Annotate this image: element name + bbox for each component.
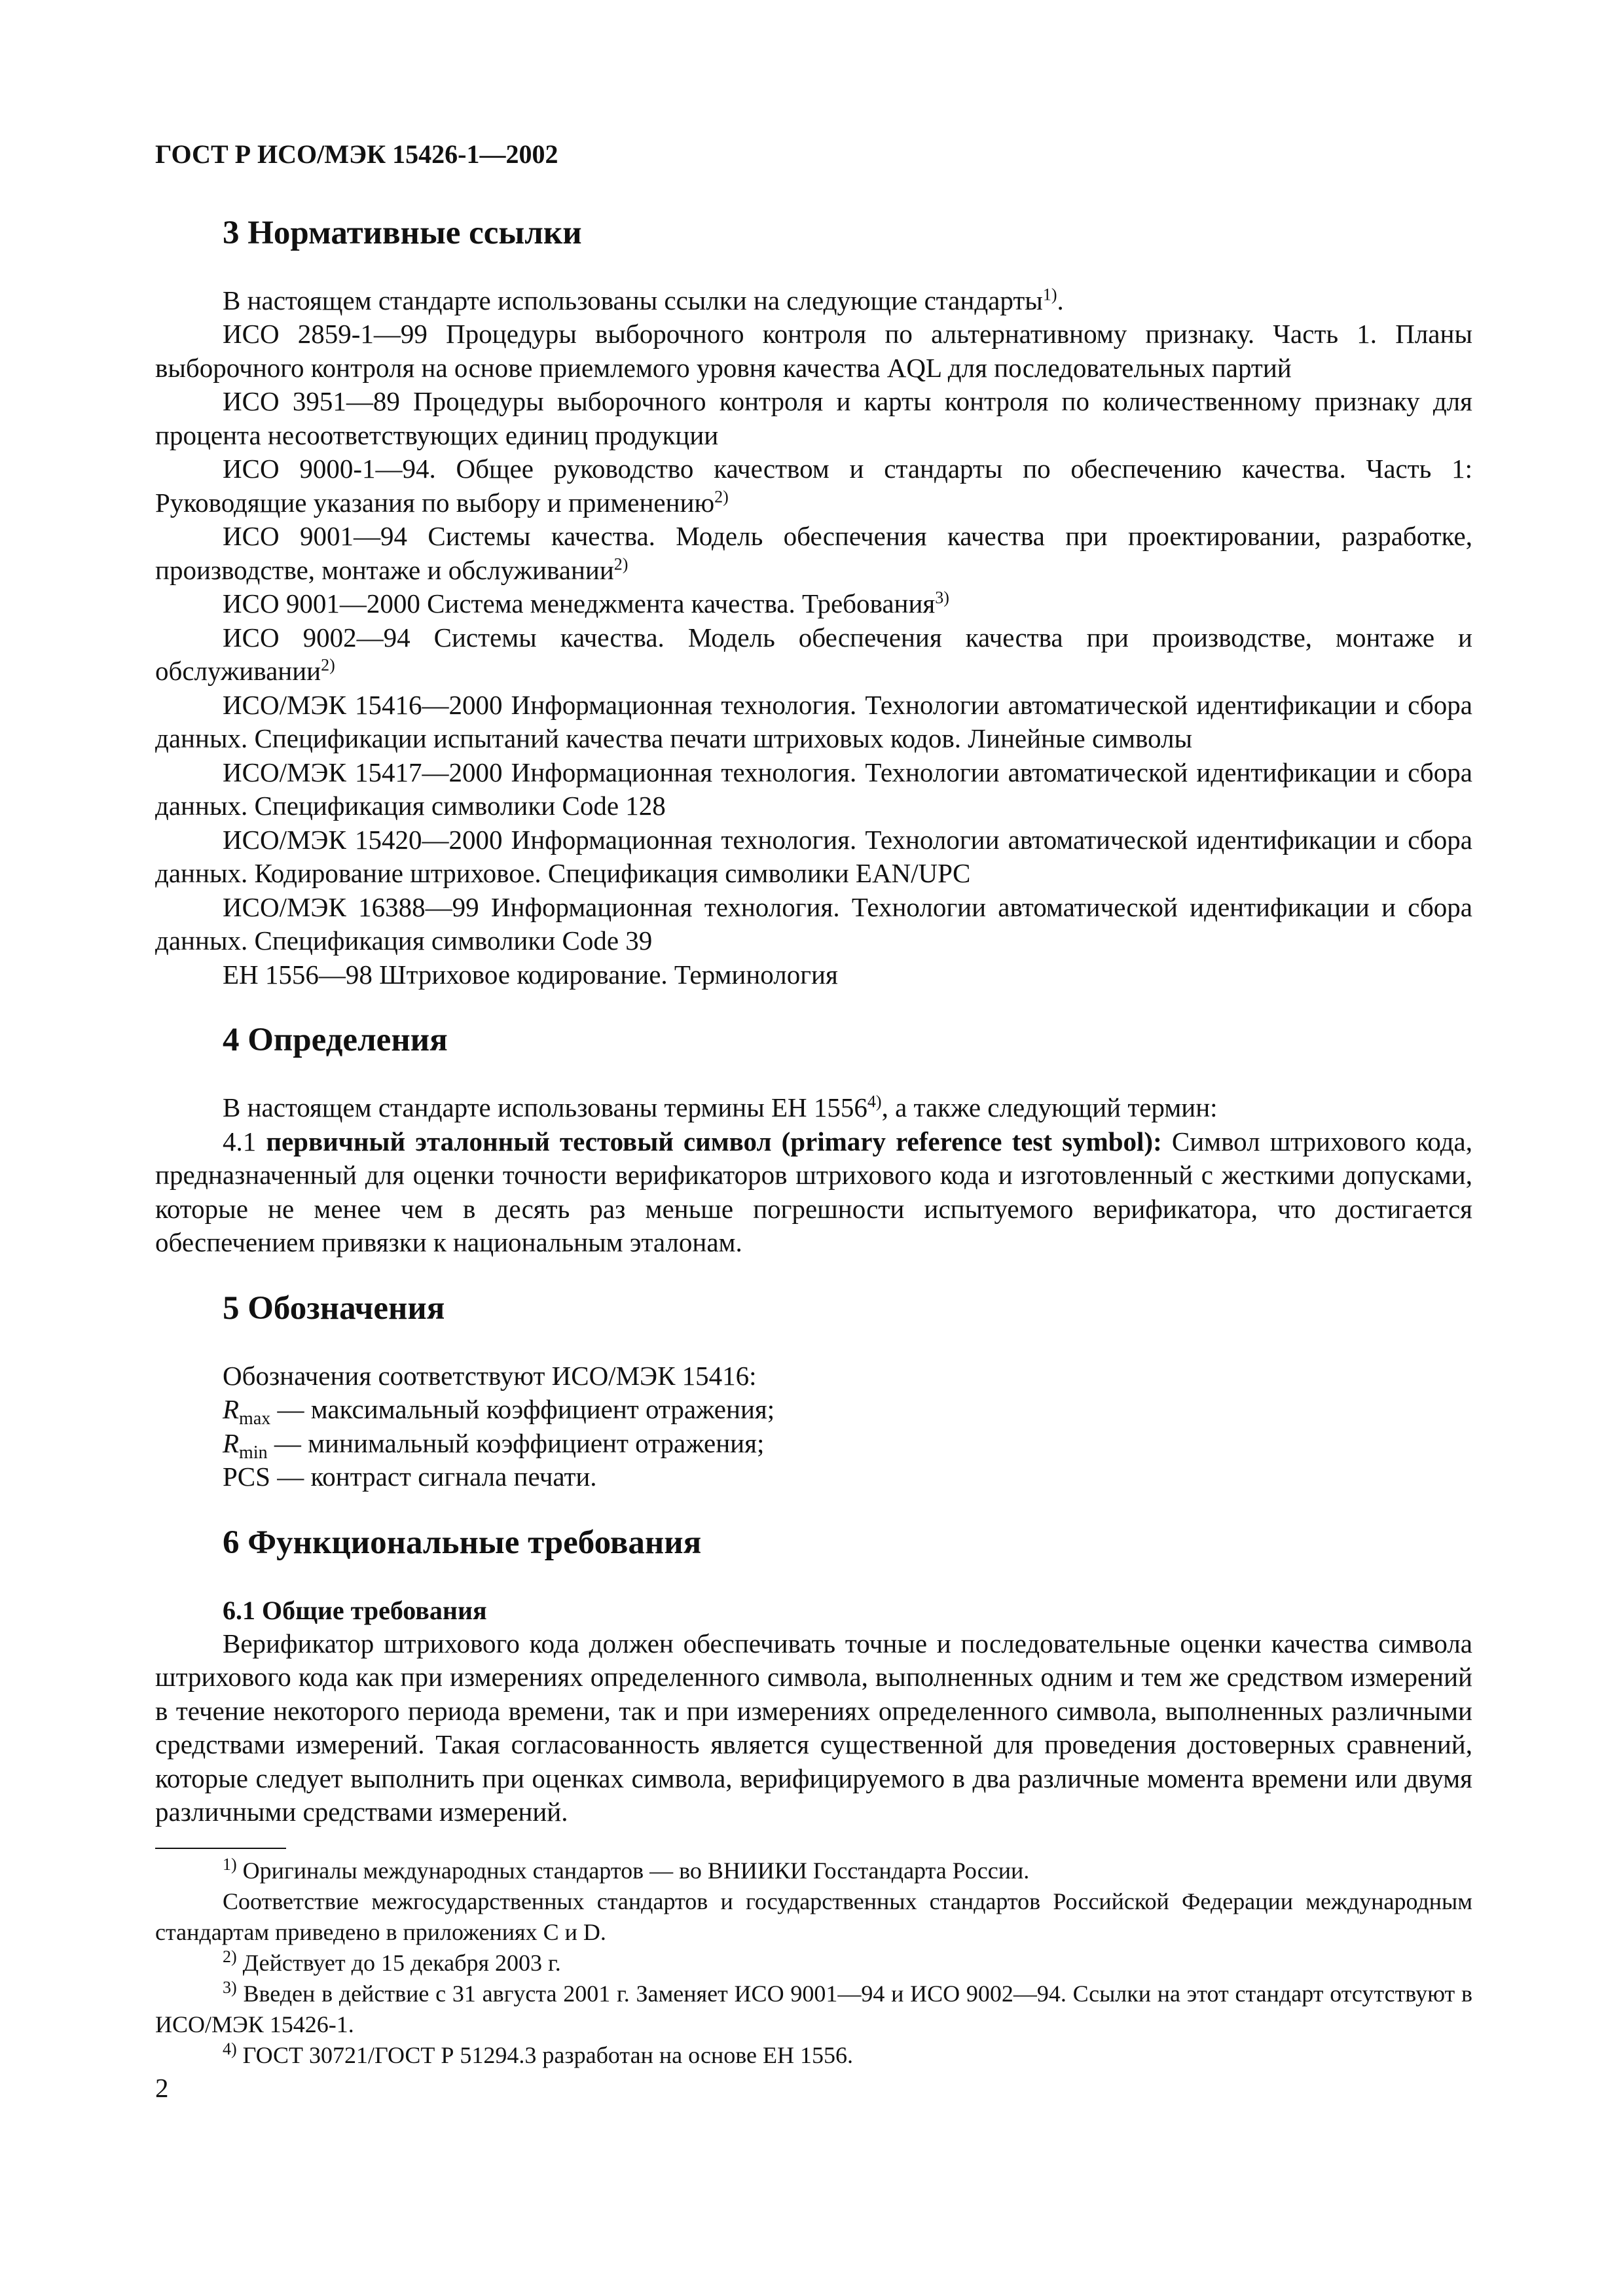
section-3-title: 3 Нормативные ссылки [223, 214, 582, 251]
footnote-ref: 2) [714, 486, 729, 506]
footnote-text: Действует до 15 декабря 2003 г. [242, 1949, 561, 1976]
section-5-body [155, 1359, 1472, 1494]
footnote-mark: 3) [223, 1977, 237, 1997]
definition-number: 4.1 [223, 1126, 257, 1157]
reference-text: ИСО/МЭК 16388—99 Информационная технология. Технологии автоматической идентификации и сбора данных. Спецификация символики Code 39 [155, 891, 1472, 956]
symbol-subscript: max [239, 1408, 271, 1429]
symbol-text: — контраст сигнала печати. [270, 1462, 597, 1492]
reference-item [155, 520, 1472, 587]
symbol: R [223, 1427, 240, 1458]
section-3-body [155, 284, 1472, 992]
section-5-intro: Обозначения соответствуют ИСО/МЭК 15416: [223, 1360, 757, 1391]
footnote-item [155, 1856, 1472, 1886]
reference-item [155, 756, 1472, 823]
footnote-ref: 1) [1042, 284, 1057, 304]
subsection-6-1-text: Верификатор штрихового кода должен обеспечивать точные и последовательные оценки качества символа штрихового кода как при измерениях определенного символа, выполненных одним и тем же средством измерений в течение некоторого периода времени, так и при измерениях определенного символа, выполненных различными средствами измерений. Такая согласованность является существенной для проведения достоверных сравнений, которые следует выполнить при оценках символа, верифицируемого в два различные момента времени или двумя различными средствами измерений. [155, 1628, 1472, 1827]
reference-item [155, 385, 1472, 452]
footnotes [155, 1848, 1472, 2071]
footnote-text: Оригиналы международных стандартов — во ВНИИКИ Госстандарта России. [242, 1857, 1030, 1884]
reference-text: ИСО/МЭК 15420—2000 Информационная технология. Технологии автоматической идентификации и сбора данных. Кодирование штриховое. Спецификация символики EAN/UPC [155, 824, 1472, 888]
intro-text: В настоящем стандарте использованы ссылки на следующие стандарты [223, 285, 1043, 315]
intro-text: В настоящем стандарте использованы термины ЕН 1556 [223, 1092, 867, 1122]
section-4-body [155, 1091, 1472, 1260]
reference-text: ИСО 9000-1—94. Общее руководство качеством и стандарты по обеспечению качества. Часть 1: Руководящие указания по выбору и применению [155, 454, 1472, 518]
footnote-divider [155, 1848, 286, 1849]
section-5-title: 5 Обозначения [223, 1289, 445, 1327]
footnote-ref: 2) [613, 554, 629, 573]
reference-item [155, 452, 1472, 520]
definition-term: первичный эталонный тестовый символ (primary reference test symbol): [266, 1126, 1162, 1157]
symbol-text: — минимальный коэффициент отражения; [267, 1427, 765, 1458]
footnote-ref: 2) [321, 655, 335, 675]
reference-item [155, 317, 1472, 385]
definition-4-1 [155, 1125, 1472, 1260]
footnote-item [155, 1886, 1472, 1948]
footnote-text: ГОСТ 30721/ГОСТ Р 51294.3 разработан на основе ЕН 1556. [242, 2041, 853, 2068]
page-number: 2 [155, 2073, 169, 2103]
symbol-text: — максимальный коэффициент отражения; [270, 1394, 775, 1424]
footnote-item [155, 2040, 1472, 2071]
symbol-subscript: min [239, 1442, 268, 1463]
reference-text: ИСО 9001—94 Системы качества. Модель обеспечения качества при проектировании, разработке, производстве, монтаже и обслуживании [155, 521, 1472, 585]
reference-text: ИСО 9002—94 Системы качества. Модель обеспечения качества при производстве, монтаже и обслуживании [155, 622, 1472, 686]
section-6-title: 6 Функциональные требования [223, 1524, 702, 1561]
reference-text: ИСО/МЭК 15416—2000 Информационная технология. Технологии автоматической идентификации и сбора данных. Спецификации испытаний качества печати штриховых кодов. Линейные символы [155, 689, 1472, 753]
symbol-item [155, 1460, 1472, 1494]
section-4-title: 4 Определения [223, 1022, 448, 1058]
footnote-text: Соответствие межгосударственных стандартов и государственных стандартов Российской Федерации международным стандартам приведено в приложениях C и D. [155, 1888, 1472, 1945]
footnote-list [155, 1856, 1472, 2071]
symbol: PCS [223, 1462, 270, 1492]
reference-item [155, 958, 1472, 992]
document-header: ГОСТ Р ИСО/МЭК 15426-1—2002 [155, 139, 558, 169]
symbol-item [155, 1393, 1472, 1427]
reference-text: ИСО 3951—89 Процедуры выборочного контроля и карты контроля по количественному признаку для процента несоответствующих единиц продукции [155, 386, 1472, 450]
footnote-item [155, 1979, 1472, 2040]
footnote-mark: 1) [223, 1854, 237, 1874]
reference-text: ИСО/МЭК 15417—2000 Информационная технология. Технологии автоматической идентификации и сбора данных. Спецификация символики Code 128 [155, 757, 1472, 821]
reference-item [155, 587, 1472, 621]
definition-text: Символ штрихового кода, предназначенный для оценки точности верификаторов штрихового кода и изготовленный с жесткими допусками, которые не менее чем в десять раз меньше погрешности испытуемого верификатора, что достигается обеспечением привязки к национальным эталонам. [155, 1126, 1473, 1257]
reference-text: ЕН 1556—98 Штриховое кодирование. Терминология [223, 959, 838, 990]
footnote-ref: 4) [867, 1092, 882, 1111]
symbol: R [223, 1394, 240, 1424]
reference-item [155, 823, 1472, 891]
footnote-item [155, 1948, 1472, 1979]
footnote-ref: 3) [935, 588, 949, 607]
intro-end: . [1057, 285, 1064, 315]
subsection-6-1-title: 6.1 Общие требования [223, 1595, 487, 1625]
reference-item [155, 689, 1472, 756]
footnote-mark: 4) [223, 2039, 237, 2058]
intro-end: , а также следующий термин: [881, 1092, 1218, 1122]
footnote-text: Введен в действие с 31 августа 2001 г. Заменяет ИСО 9001—94 и ИСО 9002—94. Ссылки на этот стандарт отсутствуют в ИСО/МЭК 15426-1. [155, 1980, 1472, 2037]
footnote-mark: 2) [223, 1946, 237, 1966]
section-3-intro [155, 284, 1472, 318]
reference-text: ИСО 9001—2000 Система менеджмента качества. Требования [223, 588, 936, 619]
reference-item [155, 891, 1472, 958]
symbol-item [155, 1427, 1472, 1461]
reference-item [155, 621, 1472, 689]
section-4-intro [155, 1091, 1472, 1125]
reference-text: ИСО 2859-1—99 Процедуры выборочного контроля по альтернативному признаку. Часть 1. Планы выборочного контроля на основе приемлемого уровня качества AQL для последовательных партий [155, 319, 1472, 383]
